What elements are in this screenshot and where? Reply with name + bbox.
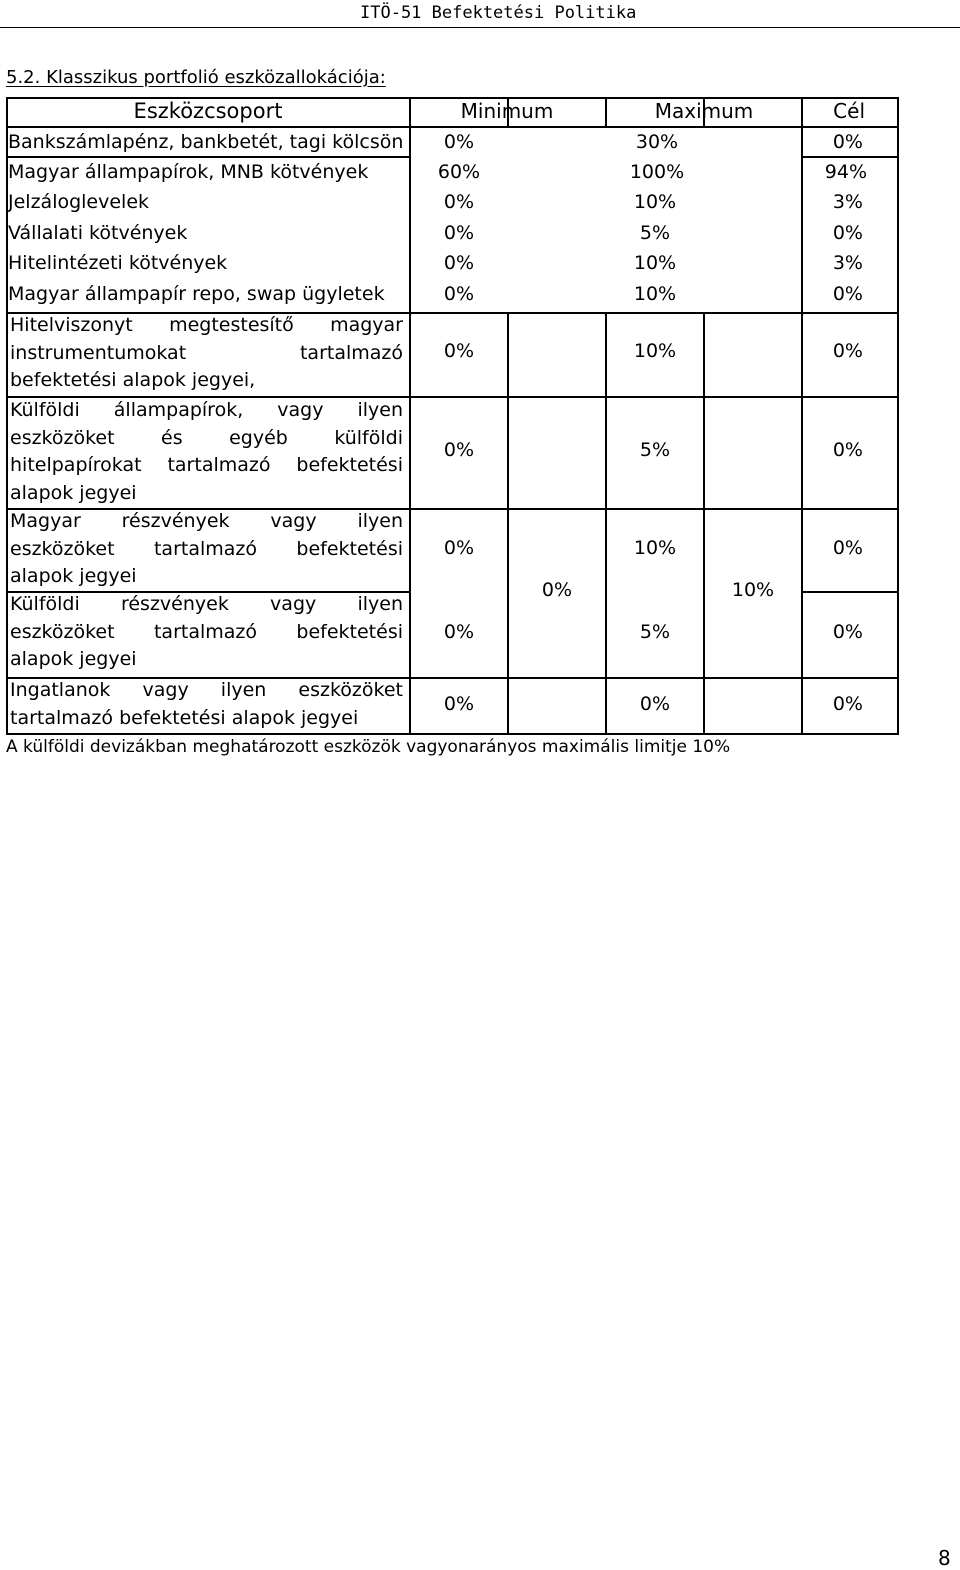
row-maximum: 10% bbox=[633, 191, 677, 213]
document-header-title: ITÖ-51 Befektetési Politika bbox=[360, 3, 637, 23]
row-maximum: 10% bbox=[633, 252, 677, 274]
row-asset-name: Ingatlanok vagy ilyen eszközöket tartalmazó befektetési alapok jegyei bbox=[10, 679, 403, 729]
row-minimum: 60% bbox=[437, 161, 481, 183]
equity-group-minimum: 0% bbox=[541, 579, 573, 601]
row-target: 0% bbox=[832, 439, 863, 461]
row-asset-name: Hitelintézeti kötvények bbox=[8, 252, 228, 274]
row-target: 3% bbox=[832, 191, 863, 213]
row-target: 0% bbox=[832, 131, 863, 153]
row-minimum: 0% bbox=[443, 283, 475, 305]
row-asset-name: Külföldi állampapírok, vagy ilyen eszközöket és egyéb külföldi hitelpapírokat tartalmazó befektetési alapok jegyei bbox=[10, 399, 403, 504]
row-divider bbox=[801, 156, 899, 158]
row-minimum: 0% bbox=[443, 693, 475, 715]
row-target: 0% bbox=[832, 537, 863, 559]
row-maximum: 10% bbox=[633, 340, 677, 362]
row-target: 94% bbox=[824, 161, 867, 183]
row-asset-name: Külföldi részvények vagy ilyen eszközöket tartalmazó befektetési alapok jegyei bbox=[10, 593, 403, 670]
row-asset-name: Vállalati kötvények bbox=[8, 222, 188, 244]
col-divider bbox=[605, 312, 607, 735]
row-divider bbox=[6, 126, 899, 128]
header-rule bbox=[0, 27, 960, 28]
row-minimum: 0% bbox=[443, 621, 475, 643]
col-header-asset-class: Eszközcsoport bbox=[133, 99, 283, 123]
foreign-currency-note: A külföldi devizákban meghatározott eszközök vagyonarányos maximális limitje 10% bbox=[6, 737, 731, 757]
row-minimum: 0% bbox=[443, 191, 475, 213]
row-target: 0% bbox=[832, 283, 863, 305]
col-header-maximum: Maximum bbox=[654, 99, 754, 123]
row-maximum: 100% bbox=[629, 161, 685, 183]
row-maximum: 10% bbox=[633, 283, 677, 305]
row-maximum: 5% bbox=[639, 621, 671, 643]
row-minimum: 0% bbox=[443, 222, 475, 244]
row-minimum: 0% bbox=[443, 439, 475, 461]
row-minimum: 0% bbox=[443, 537, 475, 559]
row-asset-name: Bankszámlapénz, bankbetét, tagi kölcsön bbox=[8, 131, 404, 153]
row-maximum: 30% bbox=[635, 131, 679, 153]
equity-group-maximum: 10% bbox=[731, 579, 775, 601]
col-divider bbox=[507, 312, 509, 735]
row-asset-name: Magyar részvények vagy ilyen eszközöket tartalmazó befektetési alapok jegyei bbox=[10, 510, 403, 587]
row-minimum: 0% bbox=[443, 131, 475, 153]
row-asset-name: Magyar állampapírok, MNB kötvények bbox=[8, 161, 369, 183]
row-asset-name: Magyar állampapír repo, swap ügyletek bbox=[8, 283, 385, 305]
col-header-target: Cél bbox=[833, 99, 865, 123]
row-target: 3% bbox=[832, 252, 863, 274]
col-divider bbox=[703, 312, 705, 735]
section-title: 5.2. Klasszikus portfolió eszközallokációja: bbox=[6, 67, 386, 88]
row-minimum: 0% bbox=[443, 252, 475, 274]
row-minimum: 0% bbox=[443, 340, 475, 362]
col-header-minimum: Minimum bbox=[460, 99, 554, 123]
row-divider bbox=[801, 591, 899, 593]
page-number: 8 bbox=[938, 1546, 951, 1570]
row-maximum: 5% bbox=[639, 439, 671, 461]
row-target: 0% bbox=[832, 340, 863, 362]
row-target: 0% bbox=[832, 222, 863, 244]
row-target: 0% bbox=[832, 621, 863, 643]
row-maximum: 0% bbox=[639, 693, 671, 715]
row-divider bbox=[6, 156, 410, 158]
row-asset-name: Jelzáloglevelek bbox=[8, 191, 150, 213]
row-maximum: 10% bbox=[633, 537, 677, 559]
row-target: 0% bbox=[832, 693, 863, 715]
row-asset-name: Hitelviszonyt megtestesítő magyar instrumentumokat tartalmazó befektetési alapok jegyei, bbox=[10, 314, 403, 391]
row-maximum: 5% bbox=[639, 222, 671, 244]
